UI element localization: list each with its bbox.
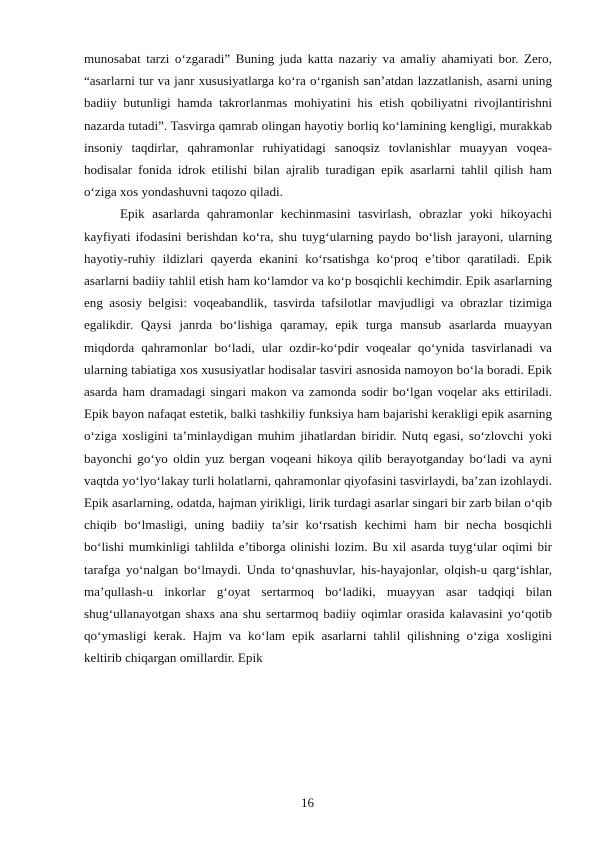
document-page bbox=[84, 48, 552, 670]
paragraph-2: Epik asarlarda qahramonlar kechinmasini tasvirlash, obrazlar yoki hikoyachi kayfiyati ifodasini berishdan ko‘ra, shu tuyg‘ularning paydo bo‘lish jarayoni, ularning hayotiy-ruhiy ildizlari qayerda ekanini ko‘rsatishga ko‘proq e’tibor qaratiladi. Epik asarlarni badiiy tahlil etish ham ko‘lamdor va ko‘p bosqichli kechimdir. Epik asarlarning eng asosiy belgisi: voqeabandlik, tasvirda tafsilotlar mavjudligi va obrazlar tizimiga egalikdir. Qaysi janrda bo‘lishiga qaramay, epik turga mansub asarlarda muayyan miqdorda qahramonlar bo‘ladi, ular ozdir-ko‘pdir voqealar qo‘ynida tasvirlanadi va ularning tabiatiga xos xususiyatlar hodisalar tasviri asnosida namoyon bo‘la boradi. Epik asarda ham dramadagi singari makon va zamonda sodir bo‘lgan voqelar aks ettiriladi. Epik bayon nafaqat estetik, balki tashkiliy funksiya ham bajarishi kerakligi epik asarning o‘ziga xosligini ta’minlaydigan muhim jihatlardan biridir. Nutq egasi, so‘zlovchi yoki bayonchi go‘yo oldin yuz bergan voqeani hikoya qilib berayotganday bo‘ladi va ayni vaqtda yo‘lyo‘lakay turli holatlarni, qahramonlar qiyofasini tasvirlaydi, ba’zan izohlaydi. Epik asarlarning, odatda, hajman yirikligi, lirik turdagi asarlar singari bir zarb bilan o‘qib chiqib bo‘lmasligi, uning badiiy ta’sir ko‘rsatish kechimi ham bir necha bosqichli bo‘lishi mumkinligi tahlilda e’tiborga olinishi lozim. Bu xil asarda tuyg‘ular oqimi bir tarafga yo‘nalgan bo‘lmaydi. Unda to‘qnashuvlar, his-hayajonlar, olqish-u qarg‘ishlar, ma’qullash-u inkorlar g‘oyat sertarmoq bo‘ladiki, muayyan asar tadqiqi bilan shug‘ullanayotgan shaxs ana shu sertarmoq badiiy oqimlar orasida kalavasini yo‘qotib qo‘ymasligi kerak. Hajm va ko‘lam epik asarlarni tahlil qilishning o‘ziga xosligini keltirib chiqargan omillardir. Epik bbox=[84, 206, 552, 666]
paragraph-1: munosabat tarzi o‘zgaradi” Buning juda katta nazariy va amaliy ahamiyati bor. Zero, “asarlarni tur va janr xususiyatlarga ko‘ra o‘rganish san’atdan lazzatlanish, asarni uning badiiy butunligi hamda takrorlanmas mohiyatini his etish qobiliyatni rivojlantirishni nazarda tutadi”. Tasvirga qamrab olingan hayotiy borliq ko‘lamining kengligi, murakkab insoniy taqdirlar, qahramonlar ruhiyatidagi sanoqsiz tovlanishlar muayyan voqea-hodisalar fonida idrok etilishi bilan ajralib turadigan epik asarlarni tahlil qilish ham o‘ziga xos yondashuvni taqozo qiladi. bbox=[84, 51, 552, 200]
page-number: 16 bbox=[301, 795, 314, 810]
